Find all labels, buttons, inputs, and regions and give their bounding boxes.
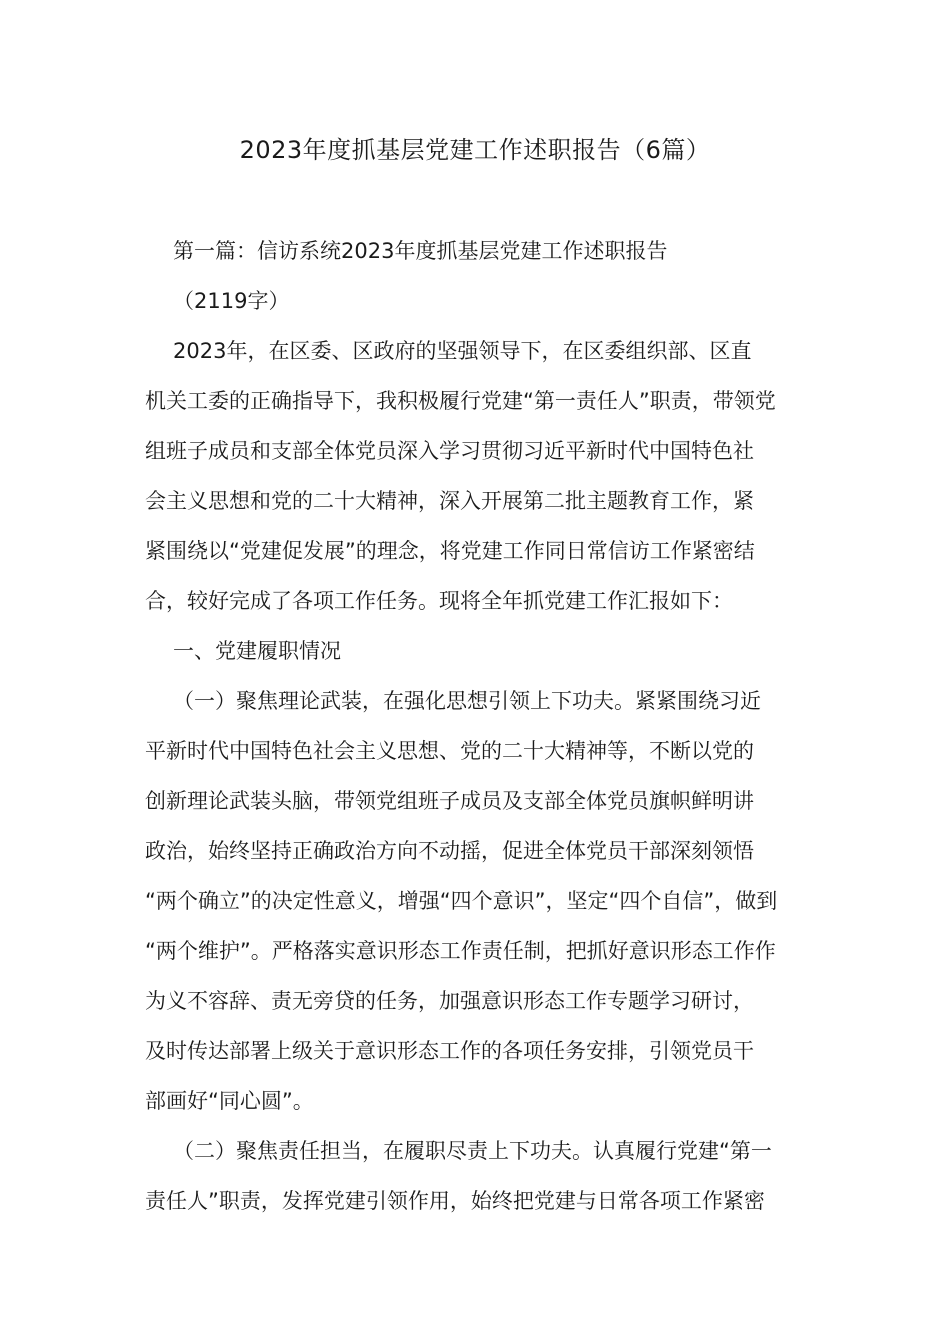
paragraph-line: 机关工委的正确指导下，我积极履行党建“第一责任人”职责，带领党: [145, 389, 776, 413]
paragraph-line: 部画好“同心圆”。: [145, 1089, 314, 1113]
paragraph-line: 政治，始终坚持正确政治方向不动摇，促进全体党员干部深刻领悟: [145, 839, 754, 863]
paragraph-line: 平新时代中国特色社会主义思想、党的二十大精神等，不断以党的: [145, 739, 754, 763]
document-title: 2023年度抓基层党建工作述职报告（6篇）: [239, 136, 711, 164]
paragraph-line: “两个确立”的决定性意义，增强“四个意识”，坚定“四个自信”，做到: [145, 889, 778, 913]
paragraph-line: 责任人”职责，发挥党建引领作用，始终把党建与日常各项工作紧密: [145, 1189, 765, 1213]
paragraph-line: 创新理论武装头脑，带领党组班子成员及支部全体党员旗帜鲜明讲: [145, 789, 754, 813]
paragraph-line: 及时传达部署上级关于意识形态工作的各项任务安排，引领党员干: [145, 1039, 754, 1063]
paragraph-line: 会主义思想和党的二十大精神，深入开展第二批主题教育工作，紧: [145, 489, 754, 513]
paragraph-line: 2023年，在区委、区政府的坚强领导下，在区委组织部、区直: [173, 339, 752, 363]
paragraph-line: 为义不容辞、责无旁贷的任务，加强意识形态工作专题学习研讨，: [145, 989, 754, 1013]
paragraph-line: 组班子成员和支部全体党员深入学习贯彻习近平新时代中国特色社: [145, 439, 754, 463]
paragraph-line: 合，较好完成了各项工作任务。现将全年抓党建工作汇报如下：: [145, 589, 733, 613]
paragraph-line: 紧围绕以“党建促发展”的理念，将党建工作同日常信访工作紧密结: [145, 539, 755, 563]
word-count: （2119字）: [173, 289, 290, 313]
paragraph-line: （二）聚焦责任担当，在履职尽责上下功夫。认真履行党建“第一: [173, 1139, 772, 1163]
paragraph-line: “两个维护”。严格落实意识形态工作责任制，把抓好意识形态工作作: [145, 939, 776, 963]
subsection-heading: 一、党建履职情况: [173, 639, 341, 663]
section-heading: 第一篇：信访系统2023年度抓基层党建工作述职报告: [173, 239, 668, 263]
paragraph-line: （一）聚焦理论武装，在强化思想引领上下功夫。紧紧围绕习近: [173, 689, 761, 713]
